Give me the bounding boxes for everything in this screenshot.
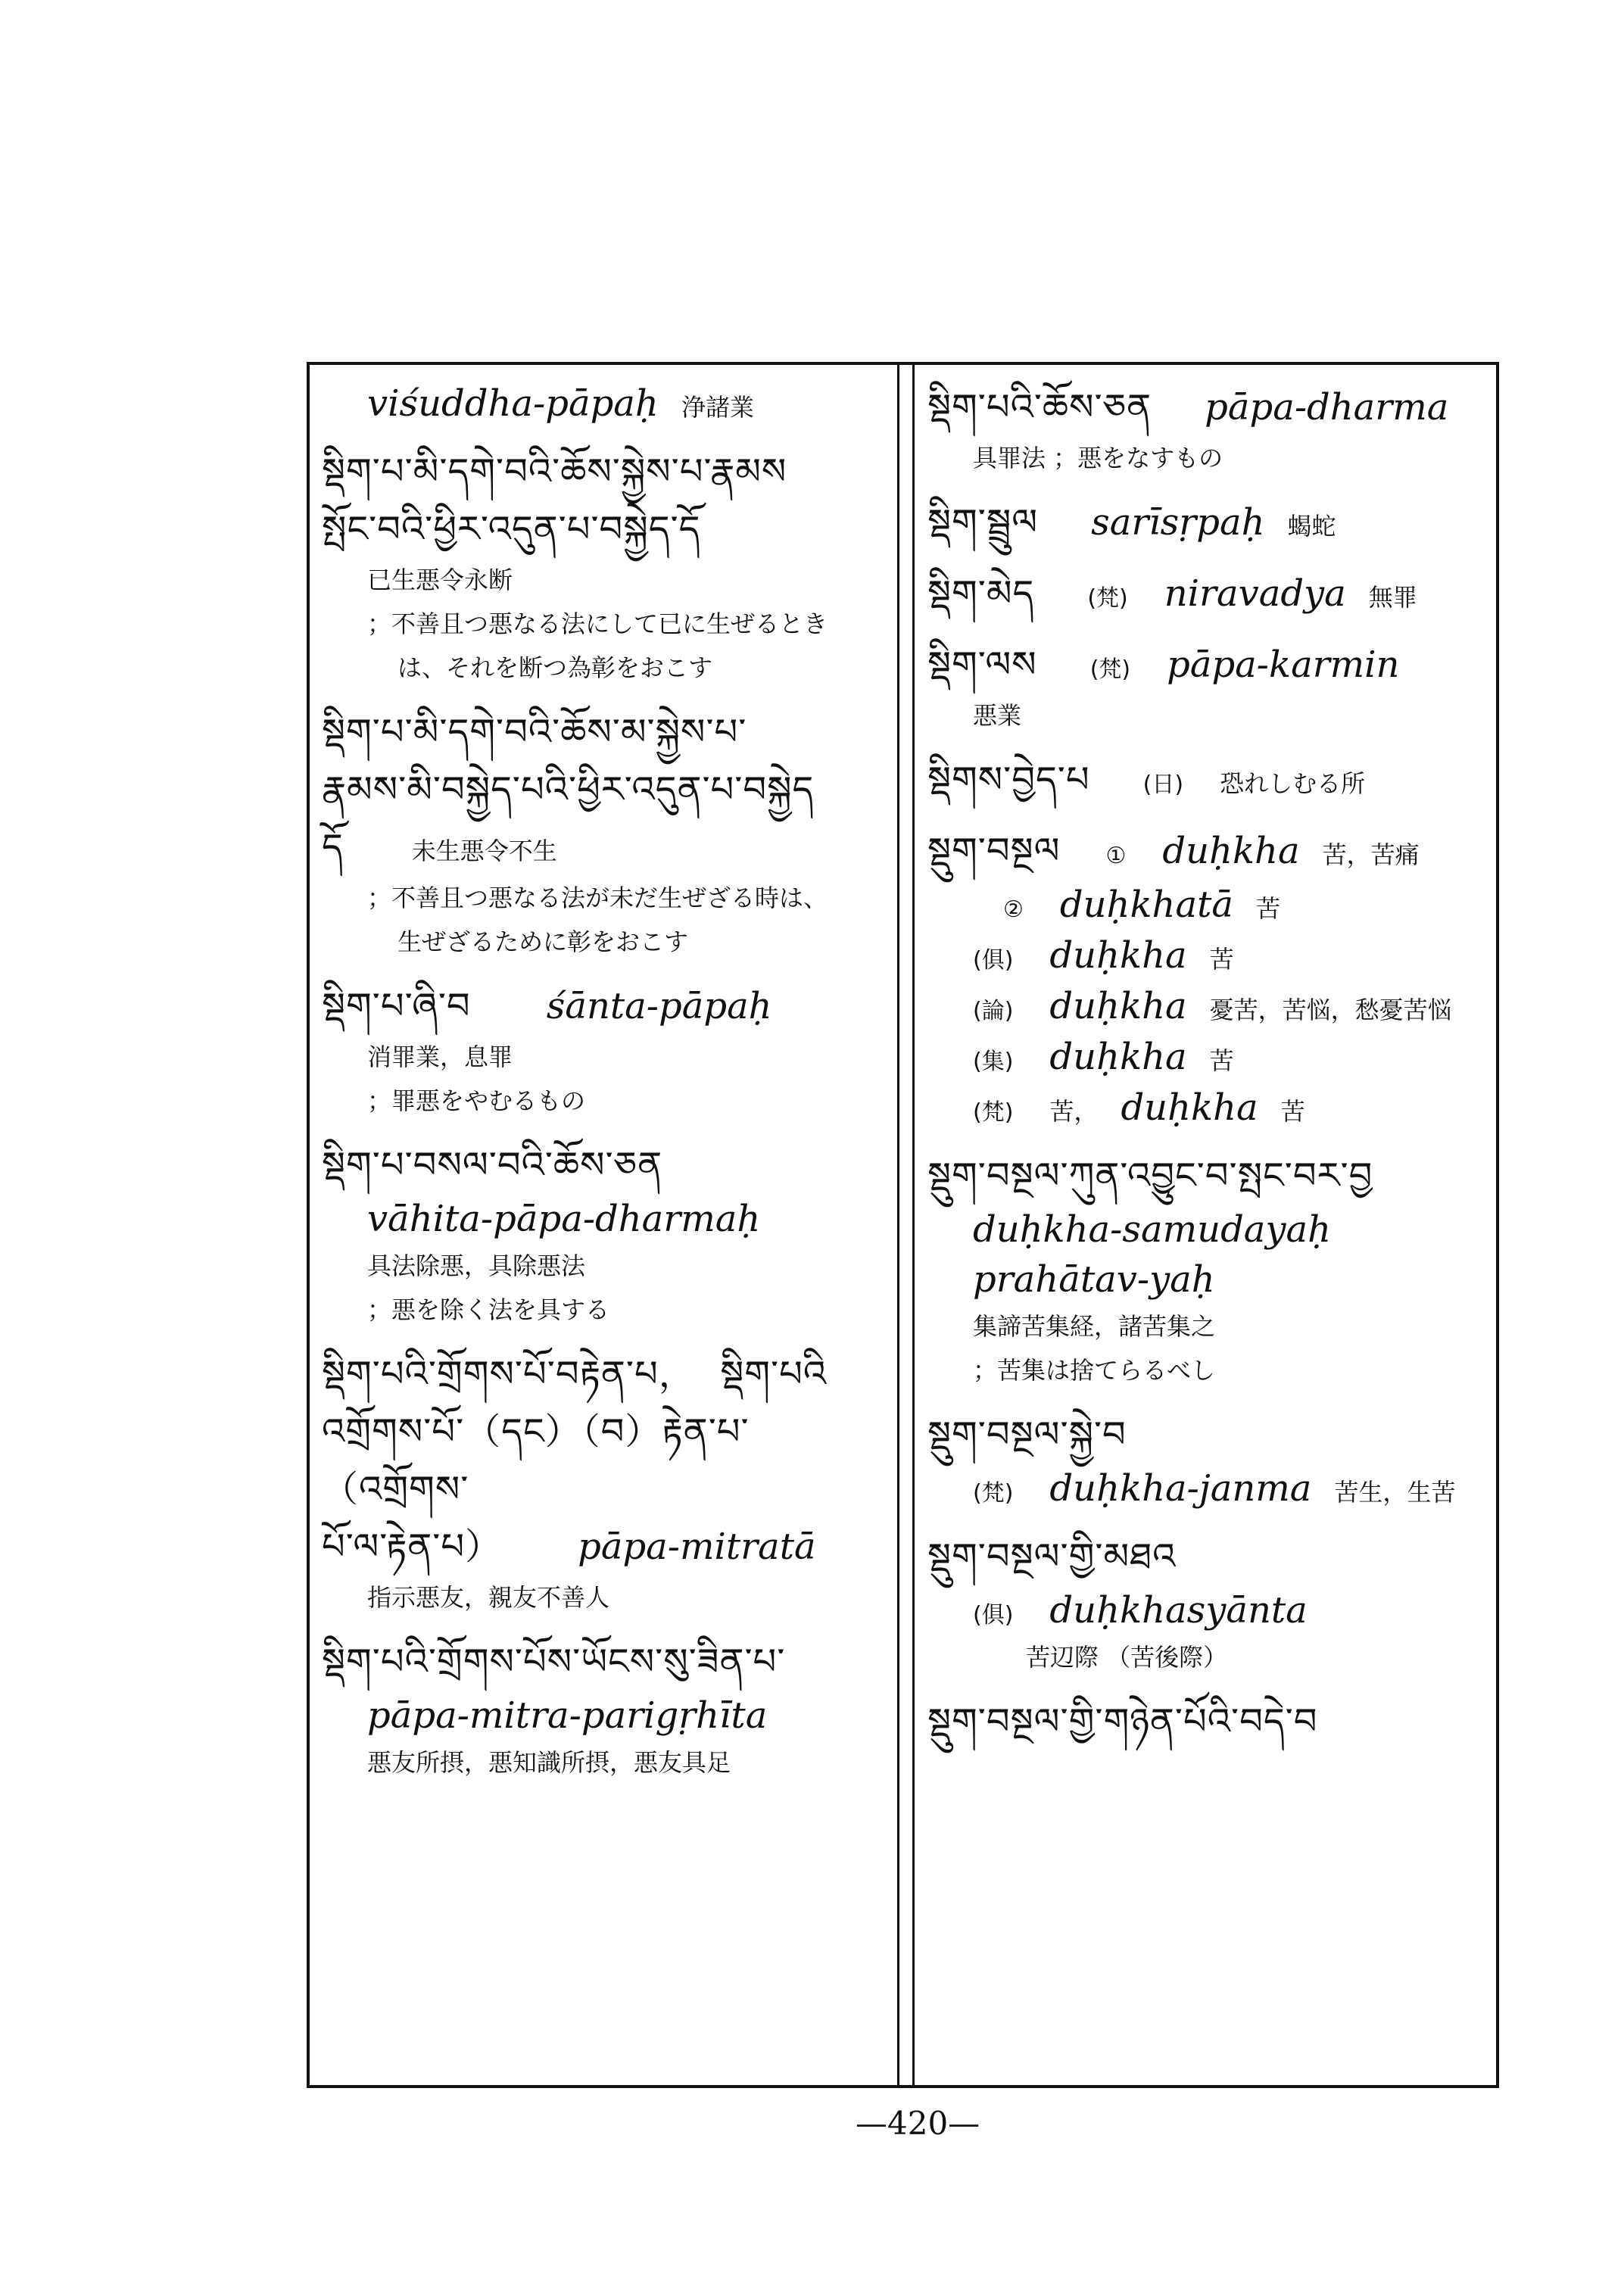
tibetan-headword: རྣམས་མི་བསྐྱེད་པའི་ཕྱིར་འདུན་པ་བསྐྱེད: [322, 768, 815, 811]
source-mark: (論): [973, 998, 1014, 1024]
japanese-gloss: 未生悪令不生: [411, 837, 557, 865]
sanskrit-term: pāpa-mitra-parigṛhīta: [367, 1694, 768, 1737]
japanese-gloss: 集諦苦集経，諸苦集之: [973, 1312, 1216, 1341]
sanskrit-term: duḥkha-janma: [1049, 1467, 1312, 1510]
japanese-gloss: 憂苦，苦悩，愁憂苦悩: [1209, 996, 1452, 1024]
sanskrit-term: sarīsṛpaḥ: [1091, 501, 1265, 544]
left-column: [322, 379, 886, 1798]
source-mark: (俱): [973, 947, 1014, 974]
tibetan-headword: འགྲོགས་པོ་（དང）（བ）རྟེན་པ་（འགྲོགས་: [322, 1410, 750, 1510]
source-mark: ①: [1105, 843, 1127, 869]
sanskrit-term: niravadya: [1164, 572, 1346, 615]
dictionary-entry: [322, 379, 886, 429]
japanese-gloss: ；罪悪をやむるもの: [367, 1086, 586, 1115]
source-mark: (日): [1142, 771, 1184, 798]
dictionary-entry: [927, 565, 1488, 622]
tibetan-headword: སྤོང་བའི་ཕྱིར་འདུན་པ་བསྐྱེད་དོ: [322, 508, 701, 550]
dictionary-entry: [927, 1406, 1488, 1514]
source-mark: (俱): [973, 1602, 1014, 1629]
sanskrit-term: duḥkhatā: [1059, 884, 1233, 926]
sanskrit-term: duḥkha: [1121, 1086, 1258, 1129]
japanese-gloss: 苦辺際 （苦後際）: [1026, 1643, 1228, 1672]
japanese-gloss: 具法除悪，具除悪法: [367, 1251, 586, 1280]
tibetan-headword: སྡིག་པའི་གྲོགས་པོ་བརྟེན་པ， སྡིག་པའི: [322, 1353, 828, 1395]
dictionary-entry: [927, 494, 1488, 551]
japanese-gloss: 悪友所摂，悪知識所摂，悪友具足: [367, 1748, 731, 1777]
japanese-gloss: は、それを断つ為彰をおこす: [397, 653, 713, 682]
sanskrit-term: pāpa-mitratā: [578, 1526, 816, 1568]
japanese-gloss: 恐れしむる所: [1220, 769, 1366, 798]
column-divider: [912, 362, 915, 2088]
japanese-gloss: 浄諸業: [681, 393, 754, 422]
dictionary-entry: [322, 1633, 886, 1784]
japanese-gloss: ；不善且つ悪なる法が未だ生ぜざる時は、: [367, 884, 828, 912]
japanese-gloss: ；苦集は捨てらるべし: [973, 1356, 1216, 1385]
source-mark: (集): [973, 1049, 1014, 1075]
tibetan-headword: སྡིག་མེད: [927, 572, 1035, 615]
source-mark: (梵): [973, 1099, 1014, 1126]
dictionary-entry: [322, 1136, 886, 1332]
sanskrit-term: pāpa-karmin: [1167, 644, 1400, 686]
dictionary-entry: [322, 703, 886, 964]
tibetan-headword: སྡུག་བསྔལ་གྱི་གཉེན་པོའི་བདེ་བ: [927, 1700, 1318, 1743]
sanskrit-term: śānta-pāpaḥ: [546, 985, 772, 1027]
japanese-gloss: 苦: [1209, 945, 1234, 974]
japanese-gloss: 苦: [1209, 1046, 1234, 1075]
tibetan-headword: སྡུག་བསྔལ་སྐྱེ་བ: [927, 1413, 1127, 1456]
sanskrit-term: viśuddha-pāpaḥ: [367, 382, 659, 425]
tibetan-headword: པོ་ལ་རྟེན་པ）: [322, 1526, 503, 1568]
japanese-gloss: ；悪を除く法を具する: [367, 1295, 610, 1324]
tibetan-headword: སྡུག་བསྔལ་གྱི་མཐའ: [927, 1535, 1177, 1578]
sanskrit-term: duḥkha-samudayaḥ: [973, 1208, 1332, 1251]
sanskrit-term: pāpa-dharma: [1205, 386, 1449, 429]
dictionary-entry: [927, 636, 1488, 737]
dictionary-entry: [927, 1147, 1488, 1392]
japanese-gloss: 無罪: [1368, 583, 1417, 612]
dictionary-entry: [927, 751, 1488, 809]
dictionary-entry: [927, 822, 1488, 1133]
japanese-gloss: 苦生，生苦: [1334, 1478, 1456, 1507]
source-mark: (梵): [1089, 656, 1131, 683]
dictionary-entry: [322, 977, 886, 1123]
tibetan-headword: སྡིག་པ་བསལ་བའི་ཆོས་ཅན: [322, 1144, 663, 1186]
japanese-gloss: 苦，: [1049, 1097, 1099, 1126]
tibetan-headword: སྡིག་པའི་གྲོགས་པོས་ཡོངས་སུ་ཟིན་པ་: [322, 1641, 786, 1683]
sanskrit-term: duḥkha: [1049, 1036, 1187, 1078]
japanese-gloss: 悪業: [973, 701, 1022, 730]
sanskrit-term: duḥkha: [1049, 934, 1187, 977]
tibetan-headword: སྡིག་པ་མི་དགེ་བའི་ཆོས་མ་སྐྱེས་པ་: [322, 711, 747, 753]
japanese-gloss: 苦: [1280, 1097, 1305, 1126]
dictionary-entry: [927, 1693, 1488, 1750]
sanskrit-term: duḥkha: [1162, 830, 1300, 872]
sanskrit-term: duḥkhasyānta: [1049, 1589, 1308, 1632]
dictionary-entry: [927, 379, 1488, 480]
dictionary-entry: [322, 1345, 886, 1619]
japanese-gloss: 消罪業，息罪: [367, 1043, 513, 1071]
source-mark: ②: [1003, 896, 1024, 923]
page-number: —420—: [856, 2105, 980, 2142]
column-divider: [897, 362, 899, 2088]
sanskrit-term: prahātav-yaḥ: [973, 1258, 1215, 1301]
japanese-gloss: 具罪法 ；悪をなすもの: [973, 444, 1223, 472]
sanskrit-term: vāhita-pāpa-dharmaḥ: [367, 1198, 761, 1240]
tibetan-headword: སྡུག་བསྔལ: [927, 830, 1061, 872]
sanskrit-term: duḥkha: [1049, 985, 1187, 1027]
tibetan-headword: དོ: [322, 826, 344, 868]
tibetan-headword: སྡིག་པའི་ཆོས་ཅན: [927, 386, 1152, 429]
japanese-gloss: 已生悪令永断: [367, 566, 513, 594]
right-column: [927, 379, 1488, 1764]
tibetan-headword: སྡིག་ལས: [927, 644, 1037, 686]
source-mark: (梵): [973, 1480, 1014, 1507]
dictionary-entry: [322, 443, 886, 690]
tibetan-headword: སྡིག་པ་མི་དགེ་བའི་ཆོས་སྐྱེས་པ་རྣམས: [322, 450, 787, 493]
tibetan-headword: སྡིག་སྦྲུལ: [927, 501, 1039, 544]
japanese-gloss: 苦: [1255, 894, 1280, 923]
tibetan-headword: སྡིག་པ་ཞི་བ: [322, 985, 471, 1027]
dictionary-entry: [927, 1528, 1488, 1679]
tibetan-headword: སྡིགས་བྱེད་པ: [927, 759, 1090, 801]
japanese-gloss: 苦，苦痛: [1322, 840, 1420, 869]
japanese-gloss: 生ぜざるために彰をおこす: [397, 927, 689, 956]
source-mark: (梵): [1087, 585, 1128, 612]
japanese-gloss: 蝎蛇: [1287, 512, 1336, 541]
japanese-gloss: ；不善且つ悪なる法にして已に生ぜるとき: [367, 609, 828, 638]
japanese-gloss: 指示悪友，親友不善人: [367, 1583, 610, 1612]
tibetan-headword: སྡུག་བསྔལ་ཀུན་འབྱུང་བ་སྤང་བར་བྱ: [927, 1155, 1373, 1197]
